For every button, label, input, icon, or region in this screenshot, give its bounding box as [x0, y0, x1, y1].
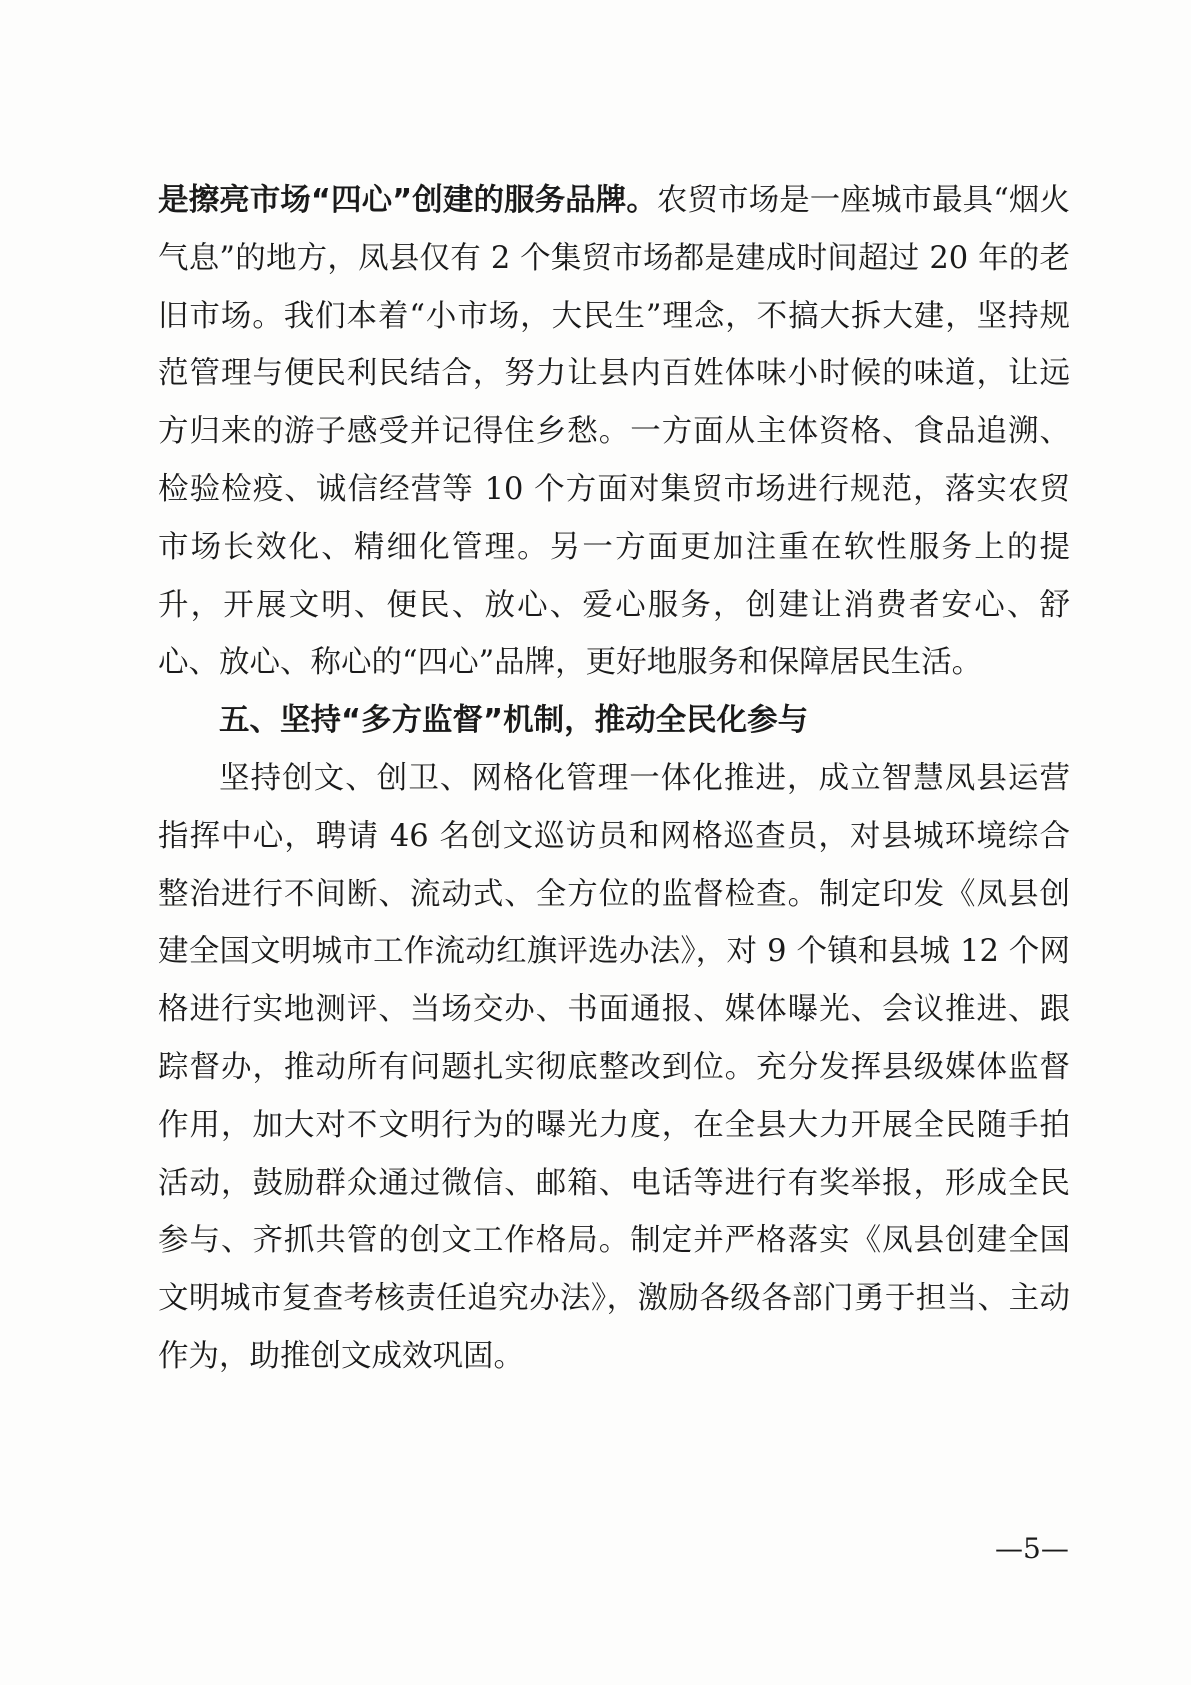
paragraph-supervision: 坚持创文、创卫、网格化管理一体化推进，成立智慧凤县运营指挥中心，聘请 46 名创文巡访员和网格巡查员，对县城环境综合整治进行不间断、流动式、全方位的监督检查。制定印发《凤县创建全国文明城市工作流动红旗评选办法》，对 9 个镇和县城 12 个网格进行实地测评、当场交办、书面通报、媒体曝光、会议推进、跟踪督办，推动所有问题扎实彻底整改到位。充分发挥县级媒体监督作用，加大对不文明行为的曝光力度，在全县大力开展全民随手拍活动，鼓励群众通过微信、邮箱、电话等进行有奖举报，形成全民参与、齐抓共管的创文工作格局。制定并严格落实《凤县创建全国文明城市复查考核责任追究办法》，激励各级各部门勇于担当、主动作为，助推创文成效巩固。: [158, 760, 1070, 1374]
document-body: [158, 172, 1070, 1386]
paragraph-market-brand: [158, 172, 1070, 692]
paragraph-body-text: 农贸市场是一座城市最具“烟火气息”的地方，凤县仅有 2 个集贸市场都是建成时间超过 20 年的老旧市场。我们本着“小市场，大民生”理念，不搞大拆大建，坚持规范管理与便民利民结合，努力让县内百姓体味小时候的味道，让远方归来的游子感受并记得住乡愁。一方面从主体资格、食品追溯、检验检疫、诚信经营等 10 个方面对集贸市场进行规范，落实农贸市场长效化、精细化管理。另一方面更加注重在软性服务上的提升，开展文明、便民、放心、爱心服务，创建让消费者安心、舒心、放心、称心的“四心”品牌，更好地服务和保障居民生活。: [158, 183, 1071, 681]
page-number: —5—: [995, 1532, 1069, 1565]
section-heading: 五、坚持“多方监督”机制，推动全民化参与: [219, 703, 809, 739]
paragraph-lead-bold: 是擦亮市场“四心”创建的服务品牌。: [158, 183, 657, 218]
